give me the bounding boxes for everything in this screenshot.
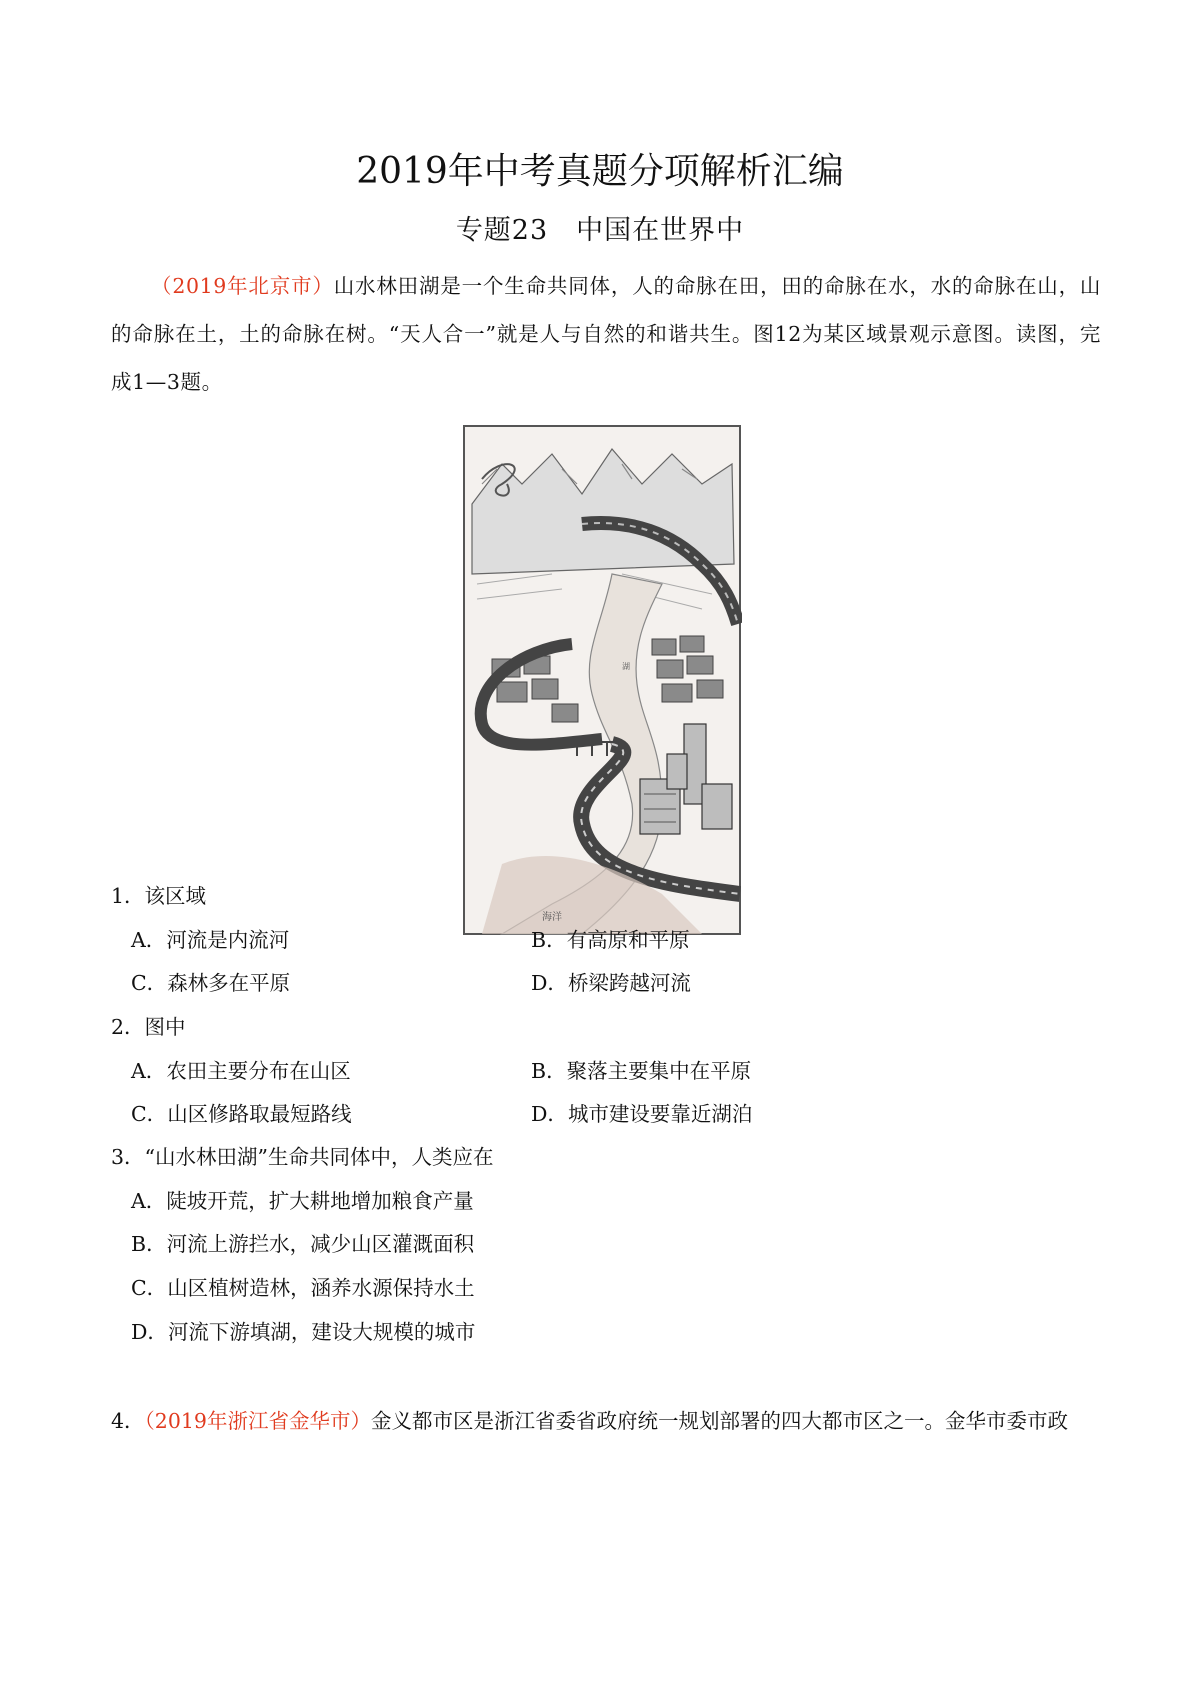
q1-option-b[interactable] xyxy=(531,926,690,954)
option-text: 陡坡开荒，扩大耕地增加粮食产量 xyxy=(166,1189,474,1213)
source-tag: （2019年浙江省金华市） xyxy=(144,1409,371,1433)
option-letter: A． xyxy=(131,1059,167,1083)
q2-option-d[interactable] xyxy=(531,1100,752,1128)
ocean-label: 海洋 xyxy=(542,912,562,923)
question-1 xyxy=(111,882,206,910)
option-letter: C． xyxy=(131,1276,168,1300)
option-letter: D． xyxy=(531,1102,568,1126)
landscape-illustration xyxy=(462,424,742,936)
option-text: 城市建设要靠近湖泊 xyxy=(567,1102,753,1126)
option-text: 山区修路取最短路线 xyxy=(167,1102,352,1126)
option-text: 山区植树造林，涵养水源保持水土 xyxy=(167,1276,475,1300)
q2-option-b[interactable] xyxy=(531,1057,751,1085)
option-letter: D． xyxy=(131,1320,168,1344)
option-letter: B． xyxy=(531,1059,567,1083)
intro-text: 山水林田湖是一个生命共同体，人的命脉在田，田的命脉在水，水的命脉在山，山的命脉在土，土的命脉在树。“天人合一”就是人与自然的和谐共生。图12为某区域景观示意图。读图，完成1—3题。 xyxy=(111,274,1101,394)
q2-option-a[interactable] xyxy=(131,1057,351,1085)
q3-option-d[interactable] xyxy=(131,1318,475,1346)
q1-option-c[interactable] xyxy=(131,969,290,997)
option-letter: C． xyxy=(131,1102,168,1126)
question-2 xyxy=(111,1013,186,1041)
option-text: 河流上游拦水，减少山区灌溉面积 xyxy=(166,1232,475,1256)
page-title: 2019年中考真题分项解析汇编 xyxy=(356,151,844,192)
question-stem: “山水林田湖”生命共同体中，人类应在 xyxy=(144,1145,494,1169)
option-letter: D． xyxy=(531,971,568,995)
question-stem: 该区域 xyxy=(144,884,207,908)
option-letter: C． xyxy=(131,971,168,995)
intro-paragraph xyxy=(111,262,1101,406)
option-letter: B． xyxy=(531,928,567,952)
option-letter: A． xyxy=(131,1189,167,1213)
q1-option-d[interactable] xyxy=(531,969,691,997)
lake-label: 湖 xyxy=(622,662,630,671)
q3-option-c[interactable] xyxy=(131,1274,475,1302)
question-number: 3． xyxy=(111,1145,145,1169)
option-text: 有高原和平原 xyxy=(566,928,690,952)
option-text: 聚落主要集中在平原 xyxy=(566,1059,752,1083)
q2-option-c[interactable] xyxy=(131,1100,352,1128)
question-stem: 金义都市区是浙江省委省政府统一规划部署的四大都市区之一。金华市委市政 xyxy=(370,1409,1068,1433)
question-stem: 图中 xyxy=(144,1015,186,1039)
option-letter: A． xyxy=(131,928,167,952)
option-letter: B． xyxy=(131,1232,167,1256)
question-3 xyxy=(111,1143,494,1171)
q3-option-b[interactable] xyxy=(131,1230,474,1258)
q1-option-a[interactable] xyxy=(131,926,289,954)
question-4 xyxy=(111,1407,1068,1435)
option-text: 河流下游填湖，建设大规模的城市 xyxy=(167,1320,476,1344)
option-text: 森林多在平原 xyxy=(167,971,291,995)
page-subtitle: 专题23 中国在世界中 xyxy=(455,215,745,246)
option-text: 河流是内流河 xyxy=(166,928,290,952)
landscape-figure xyxy=(462,424,742,936)
q3-option-a[interactable] xyxy=(131,1187,474,1215)
option-text: 农田主要分布在山区 xyxy=(166,1059,351,1083)
source-tag: （2019年北京市） xyxy=(151,274,334,298)
question-number: 2． xyxy=(111,1015,145,1039)
option-text: 桥梁跨越河流 xyxy=(567,971,691,995)
question-number: 1． xyxy=(111,884,145,908)
question-number: 4． xyxy=(111,1409,145,1433)
